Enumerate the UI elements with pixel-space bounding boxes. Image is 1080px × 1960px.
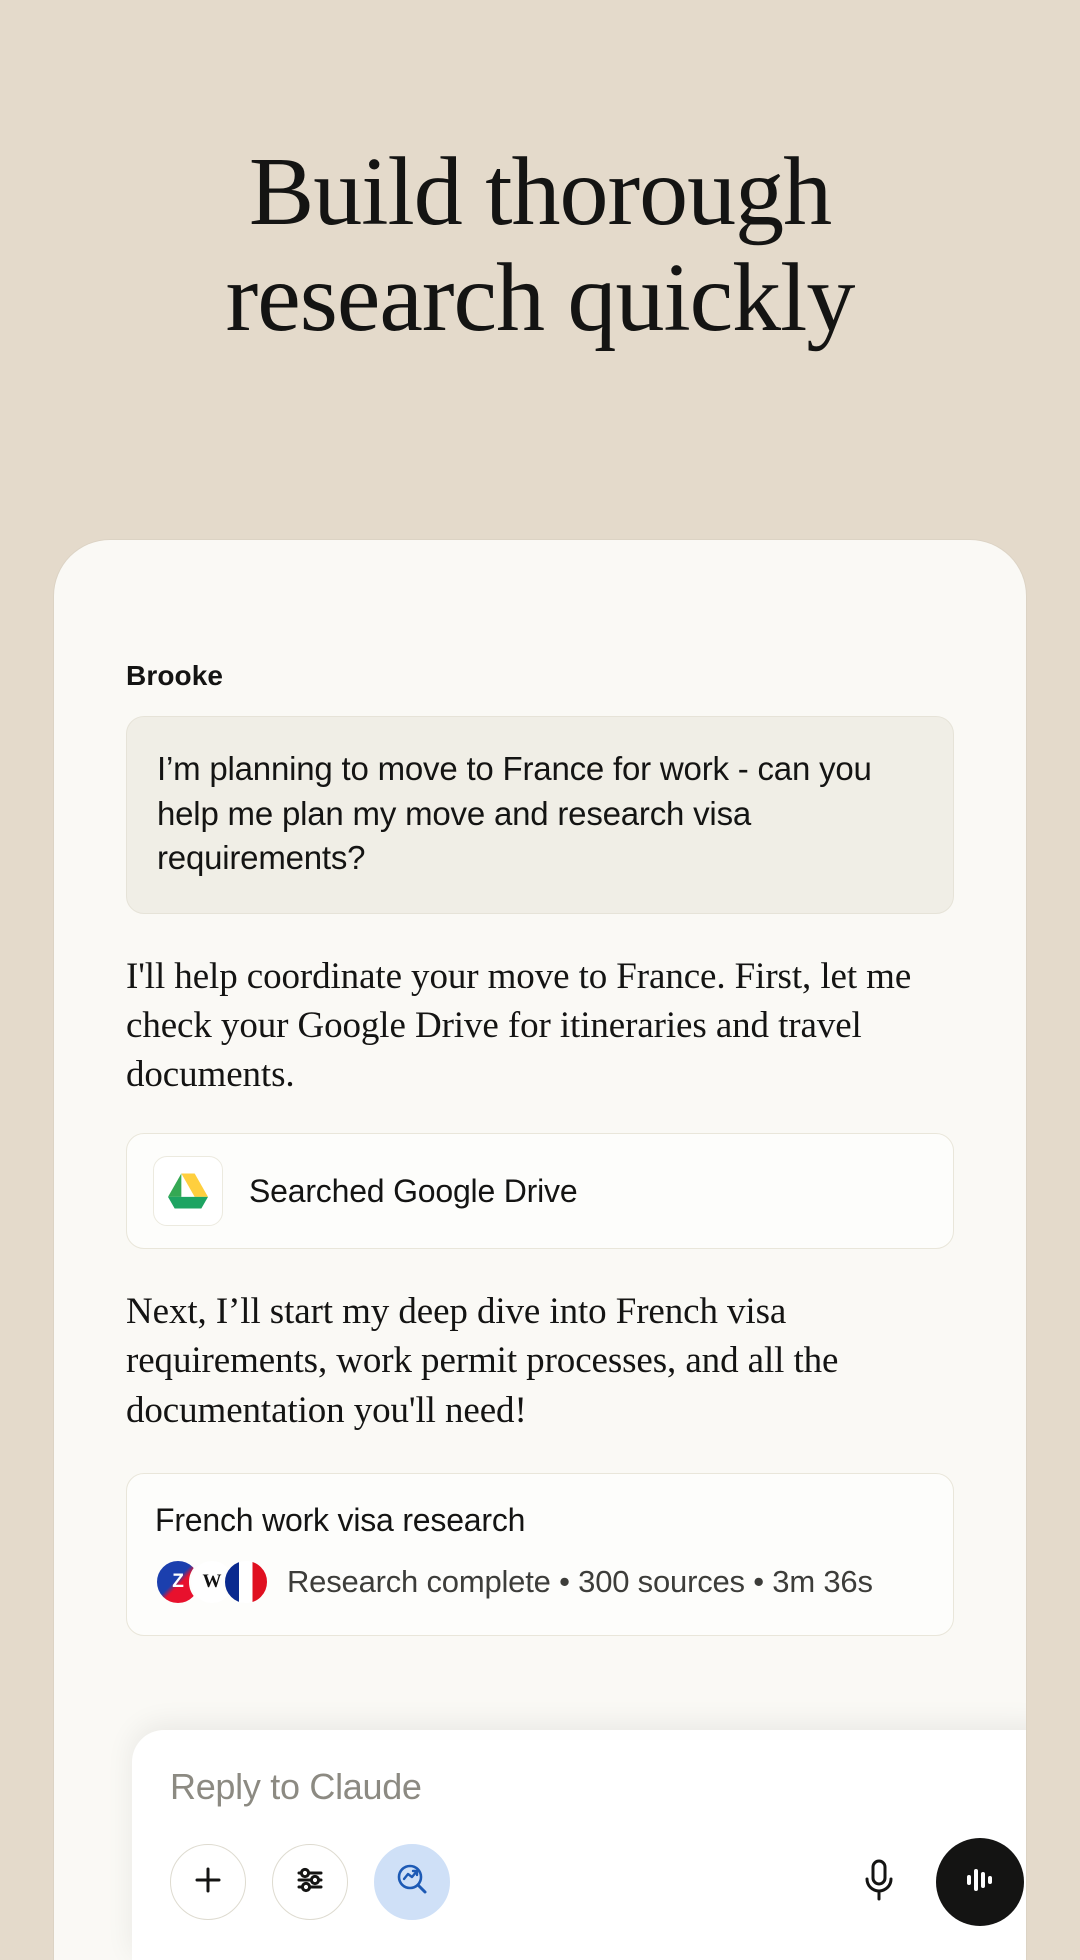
google-drive-icon bbox=[153, 1156, 223, 1226]
attach-button[interactable] bbox=[170, 1844, 246, 1920]
research-search-icon bbox=[393, 1861, 431, 1904]
research-mode-button[interactable] bbox=[374, 1844, 450, 1920]
message-composer[interactable] bbox=[132, 1730, 1026, 1960]
sliders-icon bbox=[293, 1863, 327, 1902]
research-card-status: Research complete • 300 sources • 3m 36s bbox=[287, 1563, 873, 1599]
page-title bbox=[0, 140, 1080, 352]
tool-use-card-google-drive[interactable] bbox=[126, 1133, 954, 1249]
page-title-line-2: research quickly bbox=[225, 243, 855, 352]
assistant-message-1: I'll help coordinate your move to France. First, let me check your Google Drive for itineraries and travel documents. bbox=[126, 955, 912, 1096]
plus-icon bbox=[191, 1863, 225, 1902]
research-card-meta bbox=[155, 1559, 925, 1605]
page-title-line-1: Build thorough bbox=[248, 138, 832, 246]
voice-mode-icon bbox=[957, 1857, 1003, 1908]
conversation-thread bbox=[54, 540, 1026, 1636]
tool-card-label: Searched Google Drive bbox=[249, 1172, 578, 1209]
user-name: Brooke bbox=[126, 660, 224, 691]
source-favicon-1: Z bbox=[155, 1559, 201, 1605]
settings-button[interactable] bbox=[272, 1844, 348, 1920]
voice-mode-button[interactable] bbox=[936, 1838, 1024, 1926]
research-card-title: French work visa research bbox=[155, 1501, 526, 1538]
phone-mockup bbox=[54, 540, 1026, 1960]
composer-toolbar bbox=[170, 1838, 1024, 1926]
user-message-bubble: I’m planning to move to France for work - can you help me plan my move and research visa requirements? bbox=[126, 716, 954, 914]
assistant-message-2: Next, I’ll start my deep dive into French visa requirements, work permit processes, and all the documentation you'll need! bbox=[126, 1291, 839, 1431]
research-result-card[interactable] bbox=[126, 1473, 954, 1636]
source-favicons bbox=[155, 1559, 257, 1605]
reply-input[interactable]: Reply to Claude bbox=[170, 1766, 422, 1807]
source-favicon-2: W bbox=[189, 1559, 235, 1605]
microphone-icon bbox=[859, 1857, 899, 1908]
source-favicon-3 bbox=[223, 1559, 269, 1605]
microphone-button[interactable] bbox=[844, 1847, 914, 1917]
